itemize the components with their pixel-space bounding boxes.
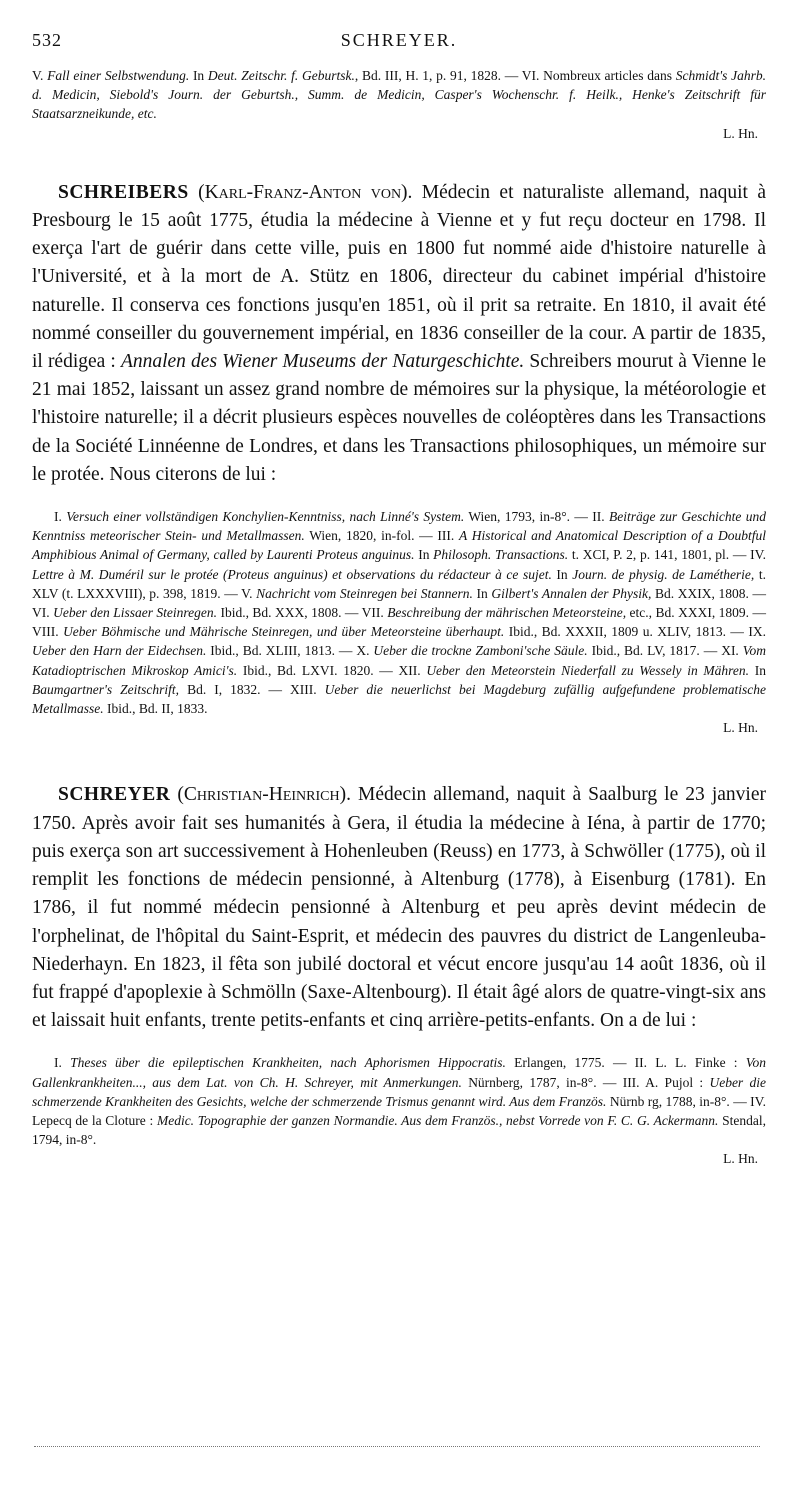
work-title: Beiträge zur Geschichte und Kenntniss meteorischer Stein- und Metallmassen. (32, 509, 767, 544)
author-signature: L. Hn. (723, 720, 758, 736)
bibliography-schreyer (32, 1053, 766, 1168)
work-details: Nürnberg, 1787, in-8°. — III. A. Pujol : (461, 1074, 710, 1090)
work-details: Ibid., Bd. XXXII, 1809 u. XLIV, 1813. — IX. (504, 624, 766, 640)
work-journal: Journ. de physig. de Lamétherie, (572, 566, 755, 582)
work-details: Ibid., Bd. II, 1833. (103, 701, 208, 717)
fragment-journals-list: Schmidt's Jahrb. d. Medicin, Siebold's Journ. der Geburtsh., Summ. de Medicin, Casper's Wochenschr. f. Heilk., Henke's Zeitschrift für Staatsarzneikunde, etc. (32, 68, 766, 122)
fragment-title: Fall einer Selbstwendung. (47, 68, 190, 83)
work-title: Theses über die epileptischen Krankheiten, nach Aphorismen Hippocratis. (70, 1055, 506, 1071)
work-details: t. XLV (t. LXXXVIII), p. 398, 1819. — V. (32, 566, 766, 601)
work-details: Erlangen, 1775. — II. L. L. Finke : (505, 1055, 746, 1071)
work-title: Ueber den Lissaer Steinregen. (53, 605, 218, 621)
work-title: Ueber den Harn der Eidechsen. (32, 643, 207, 659)
work-details: In (749, 662, 766, 678)
work-journal: Gilbert's Annalen der Physik, (491, 585, 652, 601)
previous-entry-fragment (32, 66, 766, 143)
work-details: Ibid., Bd. XXX, 1808. — VII. (217, 605, 388, 621)
work-details: Wien, 1793, in-8°. — II. (464, 509, 609, 525)
work-details: Wien, 1820, in-fol. — III. (304, 528, 459, 544)
entry-headword: SCHREYER (58, 784, 171, 806)
work-number: I. (54, 509, 67, 525)
entry-headword: SCHREIBERS (58, 181, 189, 203)
work-title: Beschreibung der mährischen Meteorsteine, (387, 605, 627, 621)
work-journal: Baumgartner's Zeitschrift, (32, 681, 180, 697)
work-title: Von Gallenkrankheiten..., aus dem Lat. von Ch. H. Schreyer, mit Anmerkungen. (32, 1055, 766, 1090)
work-details: Bd. XXIX, 1808. — VI. (32, 585, 766, 621)
work-title: Medic. Topographie der ganzen Normandie. Aus dem Französ., nebst Vorrede von F. C. G. Ackermann. (156, 1112, 719, 1128)
entry-given-names: (Karl-Franz-Anton von). (188, 181, 413, 203)
work-details: In (551, 566, 573, 582)
work-details: In (472, 585, 492, 601)
author-signature: L. Hn. (723, 1151, 758, 1167)
bibliography-schreibers (32, 507, 766, 737)
entry-given-names: (Christian-Heinrich). (170, 784, 351, 806)
work-details: Ibid., Bd. XLIII, 1813. — X. (206, 643, 374, 659)
work-title: A Historical and Anatomical Description of a Doubtful Amphibious Animal of Germany, called by Laurenti Proteus anguinus. (32, 528, 766, 563)
work-details: Ibid., Bd. LV, 1817. — XI. (587, 643, 743, 659)
work-details: In (414, 547, 434, 563)
work-title: Ueber die schmerzende Krankheiten des Gesichts, welche der schmerzende Trismus genannt wird. Aus dem Französ. (32, 1074, 766, 1109)
work-title: Ueber die neuerlichst bei Magdeburg zufällig aufgefundene problematische Metallmasse. (32, 681, 766, 717)
fragment-text: , Bd. III, H. 1, p. 91, 1828. — VI. Nombreux articles dans (354, 68, 676, 83)
work-details: t. XCI, P. 2, p. 141, 1801, pl. — IV. (568, 547, 766, 563)
work-details: Nürnb rg, 1788, in-8°. — IV. Lepecq de la Cloture : (32, 1093, 766, 1128)
work-title: Ueber den Meteorstein Niederfall zu Wessely in Mähren. (426, 662, 750, 678)
work-details: Ibid., Bd. LXVI. 1820. — XII. (237, 662, 427, 678)
work-title: Vom Katadioptrischen Mikroskop Amici's. (32, 643, 767, 678)
work-title: Ueber die trockne Zamboni'sche Säule. (373, 643, 588, 659)
page-number: 532 (32, 30, 62, 50)
journal-title: Annalen des Wiener Museums der Naturgeschichte. (120, 351, 525, 373)
fragment-text: V. (32, 68, 48, 83)
entry-schreibers (32, 179, 766, 489)
entry-body: Médecin et naturaliste allemand, naquit à Presbourg le 15 août 1775, étudia la médecine à Vienne et y fut reçu docteur en 1798. Il exerça l'art de guérir dans cette ville, puis en 1800 fut nommé aide d'histoire naturelle à l'Université, et à la mort de A. Stütz en 1806, directeur du cabinet impérial d'histoire naturelle. Il conserva ces fonctions jusqu'en 1851, où il prit sa retraite. En 1810, il avait été nommé conseiller du gouvernement impérial, en 1836 conseiller de la cour. A partir de 1835, il rédigea : (32, 181, 766, 373)
running-head: SCHREYER. (340, 30, 458, 50)
fragment-journal: Deut. Zeitschr. f. Geburtsk. (207, 68, 355, 83)
work-title: Ueber Böhmische und Mährische Steinregen, und über Meteorsteine überhaupt. (63, 624, 505, 640)
work-number: I. (54, 1055, 71, 1071)
entry-schreyer (32, 781, 766, 1035)
work-details: etc., Bd. XXXI, 1809. — VIII. (32, 605, 766, 640)
work-title: Versuch einer vollständigen Konchylien-Kenntniss, nach Linné's System. (66, 509, 465, 525)
work-details: Bd. I, 1832. — XIII. (179, 681, 325, 697)
work-title: Lettre à M. Duméril sur le protée (Proteus anguinus) et observations du rédacteur à ce sujet. (32, 566, 552, 582)
entry-body: Médecin allemand, naquit à Saalburg le 23 janvier 1750. Après avoir fait ses humanités à Gera, il étudia la médecine à Iéna, à partir de 1770; puis exerça son art successivement à Hohenleuben (Reuss) en 1773, à Schwöller (1775), où il remplit les fonctions de médecin pensionné, à Altenburg (1778), à Eisenburg (1781). En 1786, il fut nommé médecin pensionné à Altenburg et peu après devint médecin de l'orphelinat, de l'hôpital du Saint-Esprit, et médecin des pauvres du district de Langenleuba-Niederhayn. En 1823, il fêta son jubilé doctoral et vécut encore jusqu'au 14 août 1836, où il fut frappé d'apoplexie à Schmölln (Saxe-Altenbourg). Il était âgé alors de quatre-vingt-six ans et laissait huit enfants, trente petits-enfants et cinq arrière-petits-enfants. On a de lui : (32, 784, 766, 1032)
fragment-text: In (189, 68, 208, 83)
entry-body: Schreibers mourut à Vienne le 21 mai 1852, laissant un assez grand nombre de mémoires sur la physique, la météorologie et l'histoire naturelle; il a décrit plusieurs espèces nouvelles de coléoptères dans les Transactions de la Société Linnéenne de Londres, et dans les Transactions philosophiques, un mémoire sur le protée. Nous citerons de lui : (32, 351, 766, 485)
page-header (32, 30, 766, 60)
work-journal: Philosoph. Transactions. (433, 547, 569, 563)
author-signature: L. Hn. (723, 125, 758, 141)
footer-divider (34, 1446, 760, 1447)
work-title: Nachricht vom Steinregen bei Stannern. (256, 585, 473, 601)
work-details: Stendal, 1794, in-8°. (32, 1112, 767, 1148)
